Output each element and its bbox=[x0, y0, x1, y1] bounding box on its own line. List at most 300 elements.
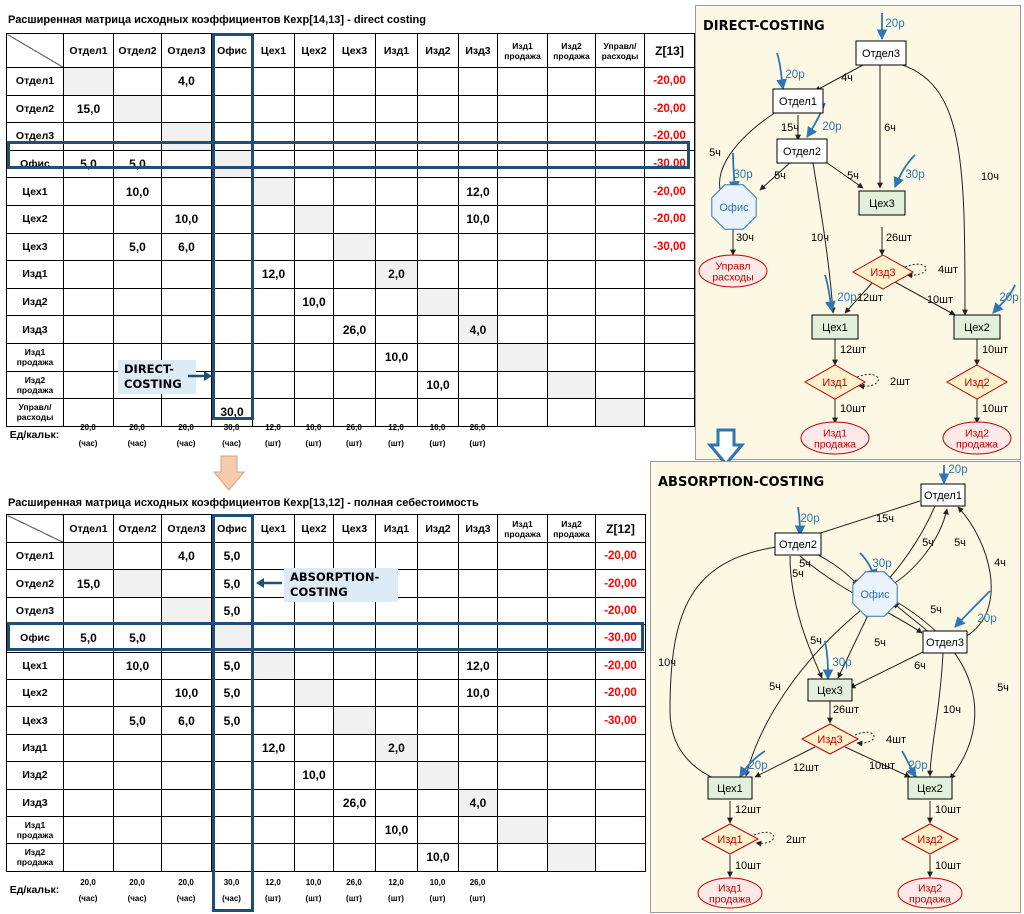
matrix-cell bbox=[334, 734, 376, 761]
matrix-cell bbox=[212, 789, 253, 816]
matrix-cell bbox=[459, 570, 498, 597]
units-value: 20,0 bbox=[80, 422, 96, 432]
edge-o1-ofis-label: 5ч bbox=[709, 147, 721, 159]
row-header: Отдел2 bbox=[7, 95, 64, 123]
matrix-cell bbox=[295, 150, 334, 178]
matrix-cell bbox=[459, 233, 498, 261]
bottom-callout-text: ABSORPTION- COSTING bbox=[290, 570, 380, 599]
matrix-cell bbox=[114, 789, 162, 816]
matrix-cell bbox=[253, 679, 295, 706]
direct-costing-title: DIRECT-COSTING bbox=[703, 19, 825, 34]
matrix-cell bbox=[212, 844, 253, 871]
matrix-cell: 10,0 bbox=[162, 679, 212, 706]
matrix-cell bbox=[376, 233, 418, 261]
matrix-cell bbox=[114, 734, 162, 761]
matrix-cell bbox=[253, 205, 295, 233]
matrix-cell: 5,0 bbox=[212, 652, 253, 679]
units-name: (шт) bbox=[305, 438, 322, 448]
in-otdel3-label: 20р bbox=[977, 613, 997, 625]
matrix-cell: 5,0 bbox=[212, 679, 253, 706]
matrix-cell bbox=[498, 707, 548, 734]
matrix-cell bbox=[334, 844, 376, 871]
node-otdel3-label: Отдел3 bbox=[862, 48, 900, 60]
matrix-cell bbox=[334, 543, 376, 570]
bottom-units-table bbox=[6, 874, 642, 906]
row-header: Офис bbox=[7, 625, 64, 652]
z-value: -20,00 bbox=[645, 205, 695, 233]
matrix-cell bbox=[64, 371, 114, 399]
loop-izd3-label: 4шт bbox=[938, 264, 958, 276]
node-ceh2-label: Цех2 bbox=[964, 322, 990, 334]
col-header: Офис bbox=[212, 515, 253, 543]
units-value: 12,0 bbox=[265, 422, 281, 432]
row-header: Управл/ расходы bbox=[7, 399, 64, 427]
edge-o3-ceh2-label: 10ч bbox=[981, 171, 999, 183]
z-value: -20,00 bbox=[596, 597, 646, 624]
units-name: (шт) bbox=[469, 893, 486, 903]
edge-o2-ceh3-label: 5ч bbox=[810, 635, 822, 647]
node-izd2-label: Изд2 bbox=[964, 377, 990, 389]
matrix-cell bbox=[334, 95, 376, 123]
matrix-cell: 5,0 bbox=[212, 543, 253, 570]
matrix-cell bbox=[418, 95, 459, 123]
matrix-cell bbox=[295, 844, 334, 871]
units-value: 10,0 bbox=[429, 422, 446, 432]
matrix-cell bbox=[376, 68, 418, 96]
matrix-cell: 10,0 bbox=[459, 679, 498, 706]
col-header: Изд3 bbox=[459, 515, 498, 543]
units-value: 10,0 bbox=[305, 877, 322, 887]
units-value: 20,0 bbox=[129, 422, 145, 432]
matrix-cell bbox=[295, 789, 334, 816]
edge-ofis-o1 bbox=[890, 509, 947, 586]
matrix-cell: 10,0 bbox=[418, 371, 459, 399]
edge-o3-ceh2 bbox=[930, 653, 943, 776]
matrix-cell bbox=[376, 288, 418, 316]
matrix-cell bbox=[498, 652, 548, 679]
z-value bbox=[645, 316, 695, 344]
matrix-cell bbox=[334, 150, 376, 178]
matrix-cell bbox=[114, 123, 162, 151]
matrix-cell bbox=[295, 123, 334, 151]
matrix-cell bbox=[212, 68, 253, 96]
matrix-cell: 4,0 bbox=[162, 543, 212, 570]
matrix-cell: 4,0 bbox=[459, 316, 498, 344]
edge-o2-ofis-label: 5ч bbox=[799, 558, 811, 570]
node-ceh1-label: Цех1 bbox=[822, 322, 848, 334]
matrix-cell bbox=[334, 679, 376, 706]
z-value: -20,00 bbox=[596, 570, 646, 597]
col-header: Офис bbox=[212, 34, 253, 68]
matrix-cell: 2,0 bbox=[376, 261, 418, 289]
edge-o1-o2-label: 15ч bbox=[781, 122, 799, 134]
col-header: Отдел1 bbox=[64, 515, 114, 543]
z-value: -20,00 bbox=[596, 543, 646, 570]
matrix-cell bbox=[548, 652, 596, 679]
units-name: (шт) bbox=[346, 438, 362, 448]
matrix-cell bbox=[253, 816, 295, 843]
matrix-cell bbox=[548, 68, 596, 96]
matrix-cell bbox=[295, 625, 334, 652]
units-name: (шт) bbox=[265, 893, 281, 903]
matrix-cell bbox=[162, 597, 212, 624]
matrix-cell bbox=[212, 178, 253, 206]
row-header: Цех1 bbox=[7, 652, 64, 679]
matrix-cell bbox=[64, 205, 114, 233]
matrix-cell bbox=[459, 343, 498, 371]
matrix-cell bbox=[334, 625, 376, 652]
matrix-cell: 26,0 bbox=[334, 316, 376, 344]
matrix-cell bbox=[114, 261, 162, 289]
matrix-cell bbox=[212, 734, 253, 761]
edge-izd1-p-label: 10шт bbox=[734, 860, 762, 872]
matrix-cell bbox=[295, 543, 334, 570]
top-callout-text: DIRECT- COSTING bbox=[124, 362, 182, 391]
matrix-cell: 10,0 bbox=[376, 816, 418, 843]
z-value: -30,00 bbox=[596, 707, 646, 734]
matrix-cell bbox=[548, 205, 596, 233]
top-callout-arrow bbox=[188, 368, 214, 384]
matrix-cell bbox=[498, 679, 548, 706]
matrix-cell bbox=[334, 205, 376, 233]
matrix-cell bbox=[548, 625, 596, 652]
node-izd2p-label: Изд2 продажа bbox=[956, 427, 998, 451]
matrix-cell bbox=[548, 679, 596, 706]
node-ofis-label: Офис bbox=[860, 589, 890, 601]
node-izd1p-label: Изд1 продажа bbox=[709, 882, 751, 906]
z-value bbox=[596, 734, 646, 761]
matrix-cell bbox=[418, 316, 459, 344]
matrix-cell: 10,0 bbox=[295, 762, 334, 789]
matrix-cell: 12,0 bbox=[459, 652, 498, 679]
matrix-cell bbox=[253, 789, 295, 816]
matrix-cell bbox=[295, 343, 334, 371]
edge-o3-ceh3-label: 6ч bbox=[884, 122, 896, 134]
matrix-cell: 10,0 bbox=[295, 288, 334, 316]
edge-o3-o1 bbox=[815, 65, 863, 91]
matrix-cell bbox=[334, 652, 376, 679]
matrix-cell bbox=[212, 816, 253, 843]
matrix-cell bbox=[253, 316, 295, 344]
matrix-cell bbox=[162, 288, 212, 316]
matrix-cell bbox=[114, 570, 162, 597]
matrix-cell bbox=[376, 625, 418, 652]
col-header: Отдел1 bbox=[64, 34, 114, 68]
edge-o2-ceh1 bbox=[670, 547, 776, 786]
matrix-cell: 5,0 bbox=[114, 233, 162, 261]
units-value: 12,0 bbox=[388, 877, 404, 887]
loop-izd1-label: 2шт bbox=[890, 376, 910, 388]
matrix-cell bbox=[498, 150, 548, 178]
matrix-cell bbox=[114, 679, 162, 706]
matrix-cell bbox=[162, 123, 212, 151]
matrix-cell bbox=[212, 625, 253, 652]
col-header: Изд2 продажа bbox=[548, 34, 596, 68]
matrix-cell bbox=[64, 288, 114, 316]
matrix-cell bbox=[295, 652, 334, 679]
col-header: Отдел3 bbox=[162, 515, 212, 543]
corner-cell bbox=[7, 34, 64, 68]
matrix-cell bbox=[376, 679, 418, 706]
matrix-cell: 10,0 bbox=[162, 205, 212, 233]
row-header: Изд1 bbox=[7, 734, 64, 761]
col-header: Цех1 bbox=[253, 515, 295, 543]
matrix-cell bbox=[548, 123, 596, 151]
col-header: Изд1 bbox=[376, 34, 418, 68]
matrix-cell bbox=[459, 844, 498, 871]
matrix-cell bbox=[596, 288, 645, 316]
matrix-cell bbox=[418, 123, 459, 151]
matrix-cell bbox=[295, 68, 334, 96]
col-header: Цех2 bbox=[295, 515, 334, 543]
col-header: Изд1 bbox=[376, 515, 418, 543]
matrix-cell bbox=[459, 68, 498, 96]
matrix-cell bbox=[334, 261, 376, 289]
units-name: (шт) bbox=[469, 438, 486, 448]
matrix-cell bbox=[212, 233, 253, 261]
units-value: 26,0 bbox=[469, 422, 486, 432]
row-header: Отдел3 bbox=[7, 597, 64, 624]
matrix-cell bbox=[162, 844, 212, 871]
units-name: (шт) bbox=[388, 893, 404, 903]
in-ofis-label: 30р bbox=[872, 558, 892, 570]
node-ceh1-label: Цех1 bbox=[717, 783, 743, 795]
matrix-cell bbox=[548, 789, 596, 816]
edge-ceh2-izd2-label: 10шт bbox=[981, 344, 1009, 356]
matrix-cell bbox=[459, 734, 498, 761]
z-value: -30,00 bbox=[645, 150, 695, 178]
matrix-cell bbox=[498, 261, 548, 289]
row-header: Цех3 bbox=[7, 707, 64, 734]
matrix-cell bbox=[253, 844, 295, 871]
matrix-cell: 5,0 bbox=[114, 150, 162, 178]
matrix-cell bbox=[212, 316, 253, 344]
col-header: Цех3 bbox=[334, 34, 376, 68]
row-header: Отдел1 bbox=[7, 543, 64, 570]
direct-costing-graph bbox=[695, 5, 1021, 460]
edge-o2-ceh1-label: 10ч bbox=[811, 232, 829, 244]
matrix-cell bbox=[162, 95, 212, 123]
matrix-cell bbox=[162, 789, 212, 816]
node-izd3-label: Изд3 bbox=[870, 267, 896, 279]
units-name: (шт) bbox=[305, 893, 322, 903]
top-callout bbox=[118, 360, 196, 394]
col-header: Изд2 bbox=[418, 515, 459, 543]
matrix-cell bbox=[418, 789, 459, 816]
matrix-cell: 10,0 bbox=[376, 343, 418, 371]
matrix-cell bbox=[596, 233, 645, 261]
node-izd2-label: Изд2 bbox=[917, 834, 943, 846]
bottom-table-title: Расширенная матрица исходных коэффициентов Кexp[13,12] - полная себестоимость bbox=[8, 497, 479, 509]
matrix-cell bbox=[162, 762, 212, 789]
matrix-cell bbox=[295, 316, 334, 344]
matrix-cell bbox=[295, 261, 334, 289]
matrix-cell bbox=[253, 68, 295, 96]
matrix-cell bbox=[548, 707, 596, 734]
matrix-cell: 4,0 bbox=[459, 789, 498, 816]
row-header: Изд1 bbox=[7, 261, 64, 289]
matrix-cell bbox=[295, 679, 334, 706]
matrix-cell bbox=[418, 679, 459, 706]
matrix-cell bbox=[418, 68, 459, 96]
matrix-cell bbox=[64, 178, 114, 206]
matrix-cell bbox=[459, 150, 498, 178]
edge-izd3-ceh2-label: 10шт bbox=[868, 760, 896, 772]
col-header: Изд2 продажа bbox=[548, 515, 596, 543]
matrix-cell bbox=[459, 762, 498, 789]
matrix-cell bbox=[253, 625, 295, 652]
matrix-cell bbox=[418, 205, 459, 233]
matrix-cell bbox=[548, 95, 596, 123]
matrix-cell bbox=[114, 762, 162, 789]
edge-o2-ceh3-label: 5ч bbox=[847, 170, 859, 182]
loop-izd3-label: 4шт bbox=[886, 734, 906, 746]
matrix-cell: 12,0 bbox=[253, 734, 295, 761]
matrix-cell bbox=[334, 178, 376, 206]
matrix-cell bbox=[418, 707, 459, 734]
matrix-cell bbox=[253, 543, 295, 570]
matrix-cell bbox=[334, 371, 376, 399]
matrix-cell bbox=[64, 816, 114, 843]
matrix-cell bbox=[498, 762, 548, 789]
matrix-cell bbox=[212, 261, 253, 289]
matrix-cell bbox=[418, 178, 459, 206]
matrix-cell bbox=[498, 68, 548, 96]
edge-ofis-ceh1-label: 5ч bbox=[769, 681, 781, 693]
edge-izd3-ceh1-label: 12шт bbox=[792, 762, 820, 774]
in-otdel2-label: 20р bbox=[800, 513, 820, 525]
matrix-cell bbox=[548, 316, 596, 344]
matrix-cell bbox=[162, 261, 212, 289]
matrix-cell bbox=[162, 316, 212, 344]
matrix-cell: 10,0 bbox=[114, 652, 162, 679]
matrix-cell bbox=[253, 762, 295, 789]
matrix-cell bbox=[418, 543, 459, 570]
node-ceh3-label: Цех3 bbox=[869, 198, 895, 210]
matrix-cell bbox=[64, 233, 114, 261]
units-name: (час) bbox=[127, 893, 147, 903]
matrix-cell bbox=[212, 371, 253, 399]
matrix-cell bbox=[64, 316, 114, 344]
row-header: Изд2 bbox=[7, 288, 64, 316]
matrix-cell bbox=[548, 734, 596, 761]
matrix-cell bbox=[418, 762, 459, 789]
in-ceh2-label: 20р bbox=[999, 292, 1019, 304]
z-value bbox=[645, 288, 695, 316]
matrix-cell bbox=[376, 123, 418, 151]
units-name: (шт) bbox=[346, 893, 362, 903]
matrix-cell bbox=[162, 150, 212, 178]
col-header: Отдел3 bbox=[162, 34, 212, 68]
matrix-cell bbox=[498, 316, 548, 344]
node-izd2p-label: Изд2 продажа bbox=[909, 882, 951, 906]
units-name: (час) bbox=[176, 438, 196, 448]
matrix-cell bbox=[596, 178, 645, 206]
matrix-cell bbox=[596, 316, 645, 344]
edge-ofis-ceh3-label: 5ч bbox=[874, 637, 886, 649]
col-header: Отдел2 bbox=[114, 34, 162, 68]
row-header: Офис bbox=[7, 150, 64, 178]
col-header: Изд1 продажа bbox=[498, 515, 548, 543]
row-header: Изд2 продажа bbox=[7, 371, 64, 399]
matrix-cell bbox=[64, 343, 114, 371]
matrix-cell bbox=[64, 707, 114, 734]
matrix-cell bbox=[376, 789, 418, 816]
matrix-cell bbox=[64, 679, 114, 706]
units-value: 26,0 bbox=[346, 422, 362, 432]
matrix-cell bbox=[295, 205, 334, 233]
matrix-cell bbox=[64, 844, 114, 871]
matrix-cell bbox=[418, 625, 459, 652]
z-value: -20,00 bbox=[596, 652, 646, 679]
matrix-cell: 30,0 bbox=[212, 399, 253, 427]
matrix-cell bbox=[334, 233, 376, 261]
row-header: Изд3 bbox=[7, 789, 64, 816]
z-value: -20,00 bbox=[645, 178, 695, 206]
matrix-cell bbox=[498, 734, 548, 761]
in-ceh1-label: 20р bbox=[748, 760, 768, 772]
matrix-cell bbox=[459, 625, 498, 652]
matrix-cell: 10,0 bbox=[459, 205, 498, 233]
edge-o1-o2-label: 15ч bbox=[876, 513, 894, 525]
edge-ceh3-izd3-label: 26шт bbox=[832, 704, 860, 716]
matrix-cell bbox=[162, 625, 212, 652]
col-header: Изд3 bbox=[459, 34, 498, 68]
matrix-cell: 2,0 bbox=[376, 734, 418, 761]
matrix-cell bbox=[596, 123, 645, 151]
node-otdel2-label: Отдел2 bbox=[783, 146, 821, 158]
matrix-cell bbox=[418, 150, 459, 178]
edge-izd1-p-label: 10шт bbox=[839, 403, 867, 415]
loop-izd1-label: 2шт bbox=[786, 834, 806, 846]
units-value: 26,0 bbox=[469, 877, 486, 887]
matrix-cell: 5,0 bbox=[64, 150, 114, 178]
matrix-cell bbox=[376, 150, 418, 178]
matrix-cell bbox=[334, 68, 376, 96]
matrix-cell bbox=[498, 123, 548, 151]
z-value bbox=[645, 371, 695, 399]
matrix-cell bbox=[548, 543, 596, 570]
matrix-cell bbox=[114, 816, 162, 843]
matrix-cell bbox=[498, 343, 548, 371]
matrix-cell bbox=[295, 178, 334, 206]
matrix-cell bbox=[376, 178, 418, 206]
matrix-cell bbox=[498, 371, 548, 399]
matrix-cell: 5,0 bbox=[64, 625, 114, 652]
matrix-cell bbox=[418, 816, 459, 843]
edge-ofis-upr-label: 30ч bbox=[736, 232, 754, 244]
matrix-cell bbox=[212, 123, 253, 151]
edge-o3-ofis bbox=[893, 603, 930, 633]
edge-o3-o1-label: 4ч bbox=[841, 72, 853, 84]
matrix-cell bbox=[114, 844, 162, 871]
matrix-cell bbox=[548, 816, 596, 843]
col-header: Цех2 bbox=[295, 34, 334, 68]
matrix-cell bbox=[162, 178, 212, 206]
matrix-cell bbox=[459, 707, 498, 734]
units-label: Ед/кальк: bbox=[9, 884, 60, 896]
matrix-cell bbox=[376, 652, 418, 679]
top-matrix-table bbox=[6, 33, 695, 427]
z-value bbox=[596, 789, 646, 816]
in-ceh3-label: 30р bbox=[905, 169, 925, 181]
edge-izd2-p-label: 10шт bbox=[934, 860, 962, 872]
matrix-cell bbox=[459, 123, 498, 151]
matrix-cell bbox=[114, 316, 162, 344]
matrix-cell: 15,0 bbox=[64, 570, 114, 597]
units-label: Ед/кальк: bbox=[9, 429, 60, 441]
matrix-cell bbox=[253, 233, 295, 261]
